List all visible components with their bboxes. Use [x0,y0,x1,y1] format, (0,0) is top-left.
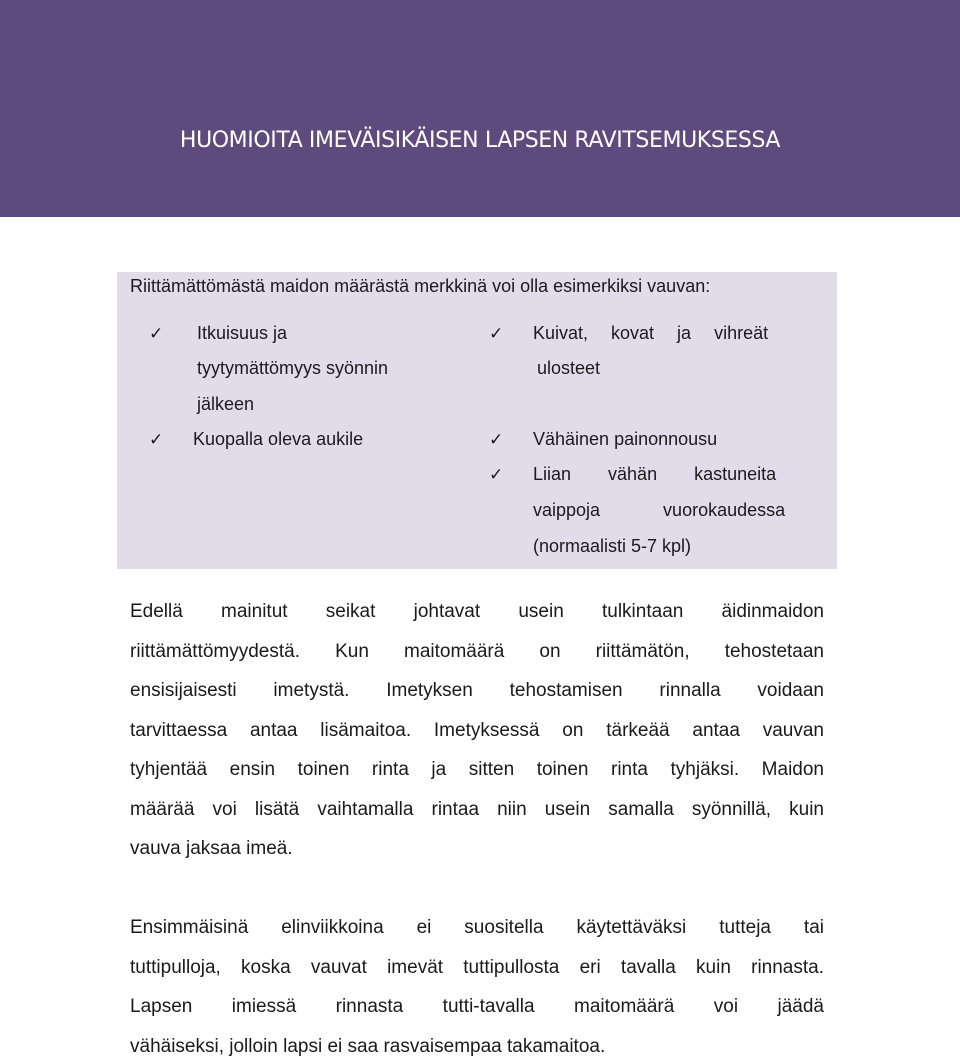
list-item [149,322,449,429]
paragraph-line: ensisijaisesti imetystä. Imetyksen tehostamisen rinnalla voidaan [130,680,824,701]
paragraph-breastfeeding [130,592,824,869]
checkmark-icon: ✓ [149,430,164,450]
paragraph-line: Lapsen imiessä rinnasta tutti-tavalla maitomäärä voi jäädä [130,996,824,1017]
list-item [149,428,449,464]
title-banner [0,0,960,217]
paragraph-line: vähäiseksi, jolloin lapsi ei saa rasvaisempaa takamaitoa. [130,1035,606,1057]
list-item-line: Itkuisuus ja [197,323,288,343]
list-item-line: Kuopalla oleva aukile [193,429,364,449]
list-item-line: Kuivat, kovat ja vihreät [533,323,769,343]
paragraph-line: tuttipulloja, koska vauvat imevät tuttipullosta eri tavalla kuin rinnasta. [130,956,824,978]
checkmark-icon: ✓ [489,324,504,344]
list-item [489,463,825,573]
list-item-line: Liian vähän kastuneita [533,464,777,484]
signs-box [117,272,837,569]
paragraph-line: Ensimmäisinä elinviikkoina ei suositella käytettäväksi tutteja tai [130,917,824,938]
checkmark-icon: ✓ [489,430,504,450]
list-item-line: ulosteet [537,358,601,378]
list-item-line: jälkeen [197,394,255,414]
page-title: HUOMIOITA IMEVÄISIKÄISEN LAPSEN RAVITSEMUKSESSA [179,128,781,153]
list-item-line: (normaalisti 5-7 kpl) [533,536,692,556]
paragraph-line: määrää voi lisätä vaihtamalla rintaa niin usein samalla syönnillä, kuin [130,798,824,820]
list-item-line: Vähäinen painonnousu [533,429,718,449]
list-item-line: tyytymättömyys syönnin [197,358,389,378]
paragraph-pacifiers [130,908,824,1059]
signs-intro: Riittämättömästä maidon määrästä merkkinä voi olla esimerkiksi vauvan: [130,276,711,296]
list-item [489,322,825,394]
paragraph-line: riittämättömyydestä. Kun maitomäärä on riittämätön, tehostetaan [130,640,824,662]
paragraph-line: tyhjentää ensin toinen rinta ja sitten toinen rinta tyhjäksi. Maidon [130,759,824,780]
paragraph-line: Edellä mainitut seikat johtavat usein tulkintaan äidinmaidon [130,601,824,622]
checkmark-icon: ✓ [489,465,504,485]
list-item-line: vaippoja vuorokaudessa [533,500,786,520]
paragraph-line: tarvittaessa antaa lisämaitoa. Imetyksessä on tärkeää antaa vauvan [130,719,824,741]
checkmark-icon: ✓ [149,324,164,344]
paragraph-line: vauva jaksaa imeä. [130,838,293,859]
